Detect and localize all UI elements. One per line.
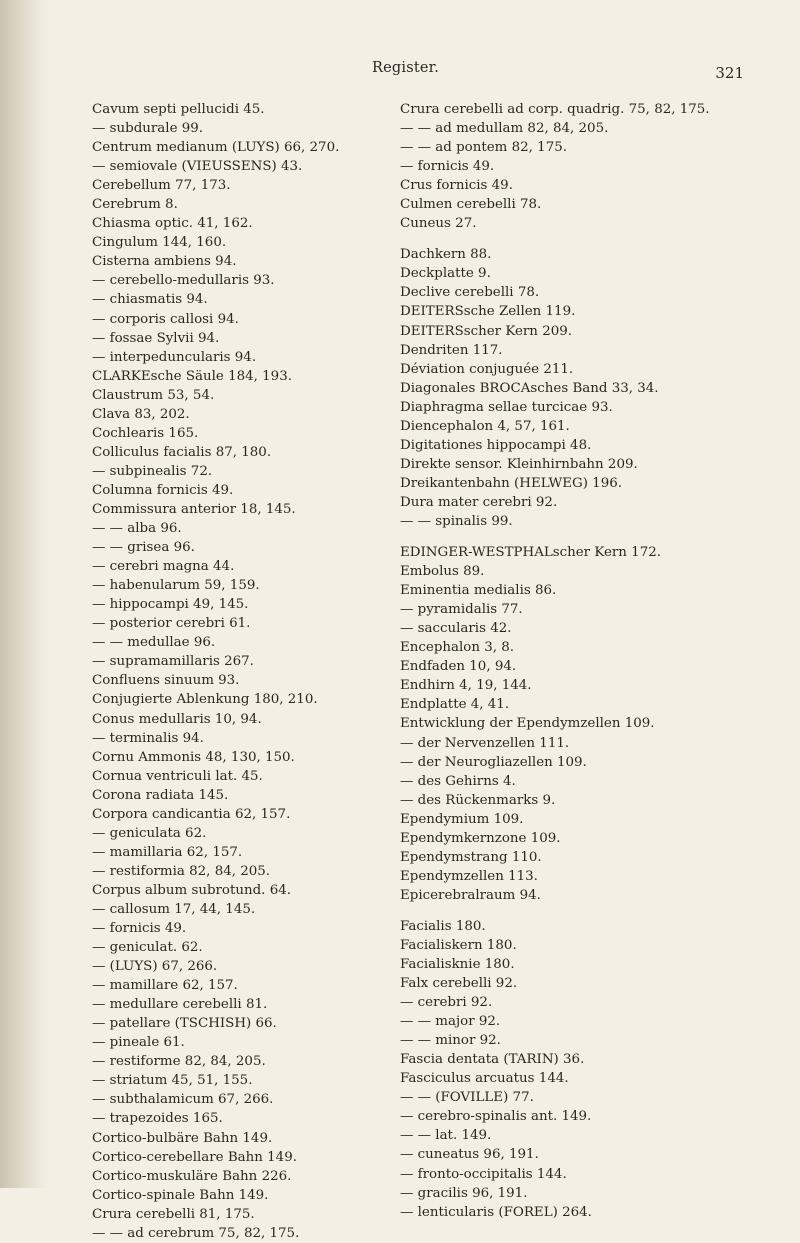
index-entry: — patellare (TSCHISH) 66.	[92, 1016, 277, 1032]
index-entry: Cuneus 27.	[400, 216, 477, 232]
index-entry: Cochlearis 165.	[92, 425, 199, 441]
index-entry: — saccularis 42.	[400, 621, 512, 637]
index-entry: Dendriten 117.	[400, 342, 503, 358]
index-entry: Deckplatte 9.	[400, 266, 491, 282]
index-entry: Endfaden 10, 94.	[400, 659, 517, 675]
index-entry: Corona radiata 145.	[92, 787, 229, 803]
index-entry: Encephalon 3, 8.	[400, 640, 515, 656]
index-entry: Confluens sinuum 93.	[92, 673, 240, 689]
index-entry: — — major 92.	[400, 1014, 501, 1030]
index-entry: — semiovale (VIEUSSENS) 43.	[92, 159, 303, 175]
index-entry: — cerebri magna 44.	[92, 559, 235, 575]
index-entry: Fasciculus arcuatus 144.	[400, 1071, 569, 1087]
index-entry: — cerebri 92.	[400, 995, 493, 1011]
index-entry: Digitationes hippocampi 48.	[400, 437, 592, 453]
index-entry: Chiasma optic. 41, 162.	[92, 216, 253, 232]
index-entry: Dura mater cerebri 92.	[400, 494, 558, 510]
index-entry: — — alba 96.	[92, 521, 182, 537]
index-entry: — — lat. 149.	[400, 1128, 492, 1144]
index-entry: Ependymkernzone 109.	[400, 830, 561, 846]
index-entry: — lenticularis (FOREL) 264.	[400, 1204, 592, 1220]
index-entry: Cortico-muskuläre Bahn 226.	[92, 1168, 292, 1184]
section-gap	[400, 233, 730, 245]
index-entry: — des Rückenmarks 9.	[400, 792, 556, 808]
index-entry: Centrum medianum (LUYS) 66, 270.	[92, 140, 340, 156]
index-entry: — gracilis 96, 191.	[400, 1185, 528, 1201]
index-entry: Cerebrum 8.	[92, 197, 178, 213]
index-entry: Ependymium 109.	[400, 811, 524, 827]
index-entry: — pyramidalis 77.	[400, 602, 523, 618]
index-entry: Entwicklung der Ependymzellen 109.	[400, 716, 655, 732]
index-entry: — — grisea 96.	[92, 540, 195, 556]
index-entry: — — ad pontem 82, 175.	[400, 140, 567, 156]
index-entry: — chiasmatis 94.	[92, 292, 208, 308]
index-entry: Embolus 89.	[400, 564, 485, 580]
index-entry: — interpeduncularis 94.	[92, 349, 257, 365]
index-entry: — subdurale 99.	[92, 121, 204, 137]
index-entry: Corpora candicantia 62, 157.	[92, 806, 291, 822]
index-entry: Diagonales BROCAsches Band 33, 34.	[400, 380, 659, 396]
index-entry: EDINGER-WESTPHALscher Kern 172.	[400, 545, 661, 561]
index-entry: — habenularum 59, 159.	[92, 578, 260, 594]
index-entry: Cortico-cerebellare Bahn 149.	[92, 1149, 297, 1165]
index-entry: Cornua ventriculi lat. 45.	[92, 768, 263, 784]
index-entry: — medullare cerebelli 81.	[92, 997, 268, 1013]
index-entry: — fornicis 49.	[92, 921, 187, 937]
index-entry: — der Neurogliazellen 109.	[400, 754, 587, 770]
section-gap	[400, 905, 730, 917]
index-entry: Déviation conjuguée 211.	[400, 361, 574, 377]
index-entry: Corpus album subrotund. 64.	[92, 882, 291, 898]
index-entry: — fossae Sylvii 94.	[92, 330, 220, 346]
index-entry: Commissura anterior 18, 145.	[92, 501, 296, 517]
index-entry: — mamillaria 62, 157.	[92, 844, 243, 860]
index-entry: — supramamillaris 267.	[92, 654, 254, 670]
index-entry: Cingulum 144, 160.	[92, 235, 227, 251]
index-column-left	[92, 100, 422, 1243]
index-entry: Crura cerebelli 81, 175.	[92, 1206, 255, 1222]
index-entry: Crura cerebelli ad corp. quadrig. 75, 82, 175.	[400, 102, 710, 117]
index-entry: — hippocampi 49, 145.	[92, 597, 249, 613]
index-entry: — terminalis 94.	[92, 730, 204, 746]
index-entry: Fascia dentata (TARIN) 36.	[400, 1052, 585, 1068]
index-entry: — mamillare 62, 157.	[92, 978, 238, 994]
index-entry: — callosum 17, 44, 145.	[92, 901, 256, 917]
index-entry: DEITERSsche Zellen 119.	[400, 304, 576, 320]
index-entry: Conus medullaris 10, 94.	[92, 711, 262, 727]
index-entry: — — spinalis 99.	[400, 513, 513, 529]
index-entry: DEITERSscher Kern 209.	[400, 323, 573, 339]
index-entry: Claustrum 53, 54.	[92, 387, 215, 403]
index-entry: Ependymstrang 110.	[400, 849, 542, 865]
index-entry: — subpinealis 72.	[92, 463, 213, 479]
index-entry: Cortico-bulbäre Bahn 149.	[92, 1130, 273, 1146]
index-entry: — trapezoides 165.	[92, 1111, 223, 1127]
index-entry: — subthalamicum 67, 266.	[92, 1092, 274, 1108]
section-gap	[400, 531, 730, 543]
index-entry: — cuneatus 96, 191.	[400, 1147, 539, 1163]
index-entry: — geniculata 62.	[92, 825, 207, 841]
index-entry: Diaphragma sellae turcicae 93.	[400, 399, 613, 415]
index-entry: Colliculus facialis 87, 180.	[92, 444, 272, 460]
index-entry: Cornu Ammonis 48, 130, 150.	[92, 749, 295, 765]
index-entry: — posterior cerebri 61.	[92, 616, 251, 632]
index-entry: Conjugierte Ablenkung 180, 210.	[92, 692, 318, 708]
index-entry: — restiforme 82, 84, 205.	[92, 1054, 266, 1070]
index-entry: — pineale 61.	[92, 1035, 185, 1051]
index-entry: Columna fornicis 49.	[92, 482, 234, 498]
index-entry: — des Gehirns 4.	[400, 773, 516, 789]
index-entry: — fornicis 49.	[400, 159, 495, 175]
index-entry: CLARKEsche Säule 184, 193.	[92, 368, 292, 384]
index-entry: Cerebellum 77, 173.	[92, 178, 231, 194]
index-entry: Eminentia medialis 86.	[400, 583, 557, 599]
index-entry: — corporis callosi 94.	[92, 311, 239, 327]
index-entry: — restiformia 82, 84, 205.	[92, 863, 271, 879]
index-entry: — fronto-occipitalis 144.	[400, 1166, 567, 1182]
index-entry: Falx cerebelli 92.	[400, 976, 518, 992]
index-entry: — der Nervenzellen 111.	[400, 735, 570, 751]
index-entry: Declive cerebelli 78.	[400, 285, 540, 301]
index-entry: Facialis 180.	[400, 918, 486, 934]
index-entry: — — ad medullam 82, 84, 205.	[400, 121, 609, 137]
index-entry: Dreikantenbahn (HELWEG) 196.	[400, 475, 622, 491]
index-entry: Diencephalon 4, 57, 161.	[400, 418, 570, 434]
index-entry: Direkte sensor. Kleinhirnbahn 209.	[400, 456, 638, 472]
index-entry: Facialisknie 180.	[400, 957, 515, 973]
page-number: 321	[715, 64, 744, 82]
index-entry: Culmen cerebelli 78.	[400, 197, 542, 213]
index-entry: — cerebro-spinalis ant. 149.	[400, 1109, 592, 1125]
index-entry: — — medullae 96.	[92, 635, 216, 651]
index-entry: Facialiskern 180.	[400, 937, 517, 953]
index-entry: Dachkern 88.	[400, 247, 492, 263]
index-entry: — striatum 45, 51, 155.	[92, 1073, 253, 1089]
index-entry: Clava 83, 202.	[92, 406, 190, 422]
book-spine-shadow	[0, 0, 48, 1188]
index-entry: Epicerebralraum 94.	[400, 887, 541, 903]
running-title: Register.	[372, 60, 440, 76]
index-column-right	[400, 100, 730, 1222]
index-entry: — — (FOVILLE) 77.	[400, 1090, 534, 1106]
index-entry: Cisterna ambiens 94.	[92, 254, 237, 270]
index-entry: Endplatte 4, 41.	[400, 697, 510, 713]
index-entry: Crus fornicis 49.	[400, 178, 513, 194]
index-entry: Endhirn 4, 19, 144.	[400, 678, 532, 694]
page-header	[0, 58, 800, 88]
index-entry: — — minor 92.	[400, 1033, 501, 1049]
index-entry: Ependymzellen 113.	[400, 868, 538, 884]
index-entry: — (LUYS) 67, 266.	[92, 959, 218, 975]
index-entry: Cortico-spinale Bahn 149.	[92, 1187, 269, 1203]
index-entry: — — ad cerebrum 75, 82, 175.	[92, 1225, 300, 1241]
index-entry: Cavum septi pellucidi 45.	[92, 102, 265, 117]
index-entry: — cerebello-medullaris 93.	[92, 273, 275, 289]
index-entry: — geniculat. 62.	[92, 940, 203, 956]
